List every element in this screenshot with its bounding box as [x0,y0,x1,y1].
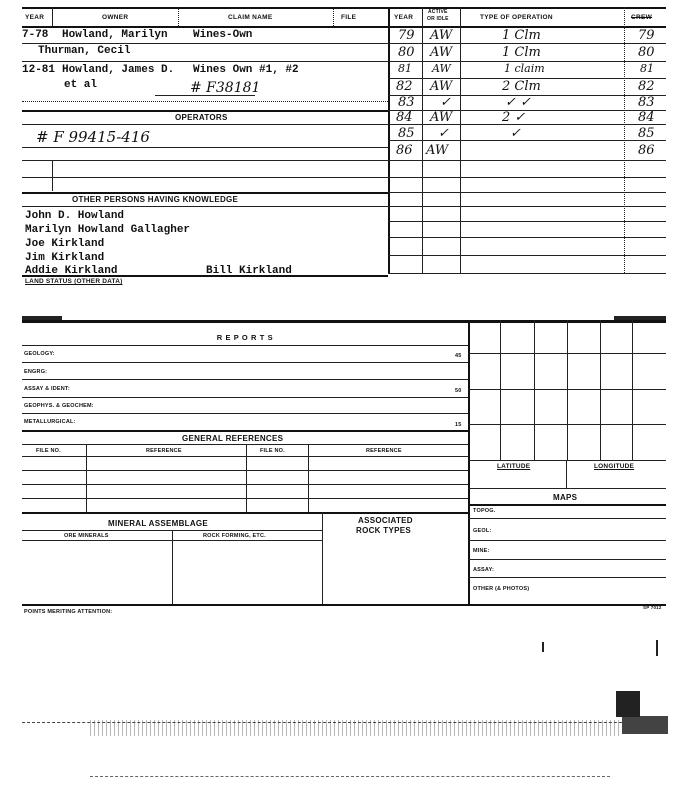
header-crew: CREW [631,14,653,21]
grid-col [534,320,535,460]
maps-title: MAPS [553,493,578,502]
lower-section-bottom-border [22,604,666,606]
row-line [388,237,666,238]
col-sep [308,444,309,512]
row-line [22,177,388,178]
row-line [22,124,388,125]
activity-crew: 81 [640,62,654,75]
scan-mark [616,691,640,717]
row-line [22,470,468,471]
activity-crew: 84 [638,110,655,125]
grid-row [468,424,666,425]
header-active: ACTIVE [428,9,448,15]
maps-topog: TOPOG. [473,508,496,514]
activity-type: ✓ ✓ [505,95,531,110]
row-line [22,43,388,44]
scan-mark [614,316,666,320]
activity-type: 1 Clm [502,45,541,60]
owner-row-4-owner: et al [64,79,98,91]
row-line [22,444,468,445]
row-line [22,498,468,499]
header-owner: OWNER [102,14,129,21]
header-claim-name: CLAIM NAME [228,14,273,21]
owner-row-3-owner: Howland, James D. [62,64,175,76]
row-line [22,160,388,161]
activity-year: 79 [398,28,415,43]
row-line [468,540,666,541]
row-line [388,255,666,256]
owner-row-1-date: 7-78 [22,29,49,41]
activity-status: ✓ [440,95,451,110]
row-line [468,488,666,489]
report-label-metallurgical: METALLURGICAL: [24,419,76,425]
activity-type: 2 ✓ [502,110,526,125]
grid-row [468,353,666,354]
ref-col-file-no-2: FILE NO. [260,448,285,454]
row-line [388,177,666,178]
activity-crew: 79 [638,28,655,43]
scan-mark [90,776,610,777]
activity-crew: 83 [638,95,655,110]
row-line [22,147,388,148]
header-file: FILE [341,14,357,21]
report-code: 15 [455,422,462,428]
row-line [388,140,666,141]
activity-year: 81 [398,62,412,75]
col-sep [86,444,87,512]
lower-section-top-border [22,320,666,323]
latitude-label: LATITUDE [497,463,531,470]
operators-label: OPERATORS [175,113,228,122]
owner-row-1-owner: Howland, Marilyn [62,29,168,41]
row-line [155,95,255,96]
operators-top-border [22,110,388,112]
row-line [468,559,666,560]
person-name-extra: Bill Kirkland [206,265,292,277]
activity-type: 1 claim [504,62,545,75]
longitude-label: LONGITUDE [594,463,635,470]
grid-row [468,460,666,461]
other-persons-bottom-border [22,275,388,277]
activity-crew: 80 [638,45,655,60]
other-persons-top-border [22,192,388,194]
report-label-engrg: ENGRG: [24,369,48,375]
col-sep [333,7,334,26]
row-line [468,518,666,519]
row-line [22,379,468,380]
col-sep [322,512,323,604]
maps-other: OTHER (& PHOTOS) [473,586,530,592]
mineral-assemblage-title: MINERAL ASSEMBLAGE [108,519,209,528]
report-code: 45 [455,353,462,359]
report-label-geophys: GEOPHYS. & GEOCHEM: [24,403,94,409]
row-line [388,206,666,207]
header-bottom-border [22,26,666,28]
activity-year: 83 [398,95,415,110]
activity-type: ✓ [510,126,521,141]
row-line [468,504,666,506]
col-sep [246,444,247,512]
reports-right-border [468,320,470,604]
maps-assay: ASSAY: [473,567,495,573]
other-persons-label: OTHER PERSONS HAVING KNOWLEDGE [72,195,239,204]
grid-col [500,320,501,460]
activity-status: AW [430,110,453,125]
owner-row-1-claim: Wines-Own [193,29,253,41]
top-border [22,7,666,9]
activity-status: AW [426,143,449,158]
ref-col-reference: REFERENCE [146,448,182,454]
activity-type: 1 Clm [502,28,541,43]
activity-status: ✓ [438,126,449,141]
scan-mark [622,716,668,734]
col-sep [52,160,53,191]
row-line [388,43,666,44]
person-name: John D. Howland [25,210,125,222]
report-label-assay: ASSAY & IDENT: [24,386,70,392]
points-meriting-attention-label: POINTS MERITING ATTENTION: [24,609,113,615]
ore-minerals-label: ORE MINERALS [64,533,109,539]
grid-col [567,320,568,460]
col-sep [172,530,173,604]
maps-mine: MINE: [473,548,490,554]
rock-forming-label: ROCK FORMING, ETC. [203,533,266,539]
operators-handwritten: # F 99415-416 [36,128,150,146]
activity-status: AW [430,28,453,43]
scan-mark [22,722,662,723]
col-sep [178,7,179,26]
row-line [22,413,468,414]
row-line [388,221,666,222]
scan-mark [542,642,544,652]
row-line [22,512,468,514]
activity-year: 85 [398,126,415,141]
general-references-title: GENERAL REFERENCES [182,434,284,443]
activity-crew: 82 [638,79,655,94]
row-line [22,484,468,485]
row-line [388,160,666,161]
row-line [468,577,666,578]
activity-status: AW [430,45,453,60]
row-line [22,430,468,432]
row-line [22,397,468,398]
header-year-2: YEAR [394,14,414,21]
grid-col [632,320,633,460]
report-label-geology: GEOLOGY: [24,351,55,357]
header-type-of-operation: TYPE OF OPERATION [480,14,553,21]
form-number: SP 7012 [643,605,662,610]
row-line [388,273,666,274]
person-name: Marilyn Howland Gallagher [25,224,191,236]
owner-row-2-owner: Thurman, Cecil [38,45,131,57]
header-year: YEAR [25,14,45,21]
reports-title: R E P O R T S [216,333,274,342]
scan-mark [22,316,62,320]
row-line [388,192,666,193]
header-or-idle: OR IDLE [427,16,449,22]
activity-type: 2 Clm [502,79,541,94]
ref-col-file-no: FILE NO. [36,448,61,454]
owner-row-3-date: 12-81 [22,64,56,76]
activity-year: 86 [396,143,413,158]
maps-geol: GEOL: [473,528,492,534]
row-line [22,345,468,346]
activity-status: AW [432,62,451,75]
grid-col [600,320,601,460]
activity-year: 80 [398,45,415,60]
associated-rock-types-line1: ASSOCIATED [358,516,413,525]
grid-row [468,389,666,390]
row-line [22,61,388,62]
activity-status: AW [430,79,453,94]
activity-year: 84 [396,110,413,125]
land-status-label: LAND STATUS (OTHER DATA) [25,278,123,285]
row-line [22,206,388,207]
person-name: Jim Kirkland [25,252,105,264]
row-line [22,362,468,363]
activity-crew: 85 [638,126,655,141]
ref-col-reference-2: REFERENCE [366,448,402,454]
person-name: Joe Kirkland [25,238,105,250]
activity-crew: 86 [638,143,655,158]
col-sep [566,460,567,488]
scan-mark [656,640,658,656]
person-name: Addie Kirkland [25,265,118,277]
activity-year: 82 [396,79,413,94]
associated-rock-types-line2: ROCK TYPES [356,526,412,535]
row-line [22,101,388,102]
report-code: 50 [455,388,462,394]
handwritten-file-number: # F38181 [190,80,261,96]
owner-row-3-claim: Wines Own #1, #2 [193,64,299,76]
col-sep [52,7,53,26]
row-line [22,456,468,457]
